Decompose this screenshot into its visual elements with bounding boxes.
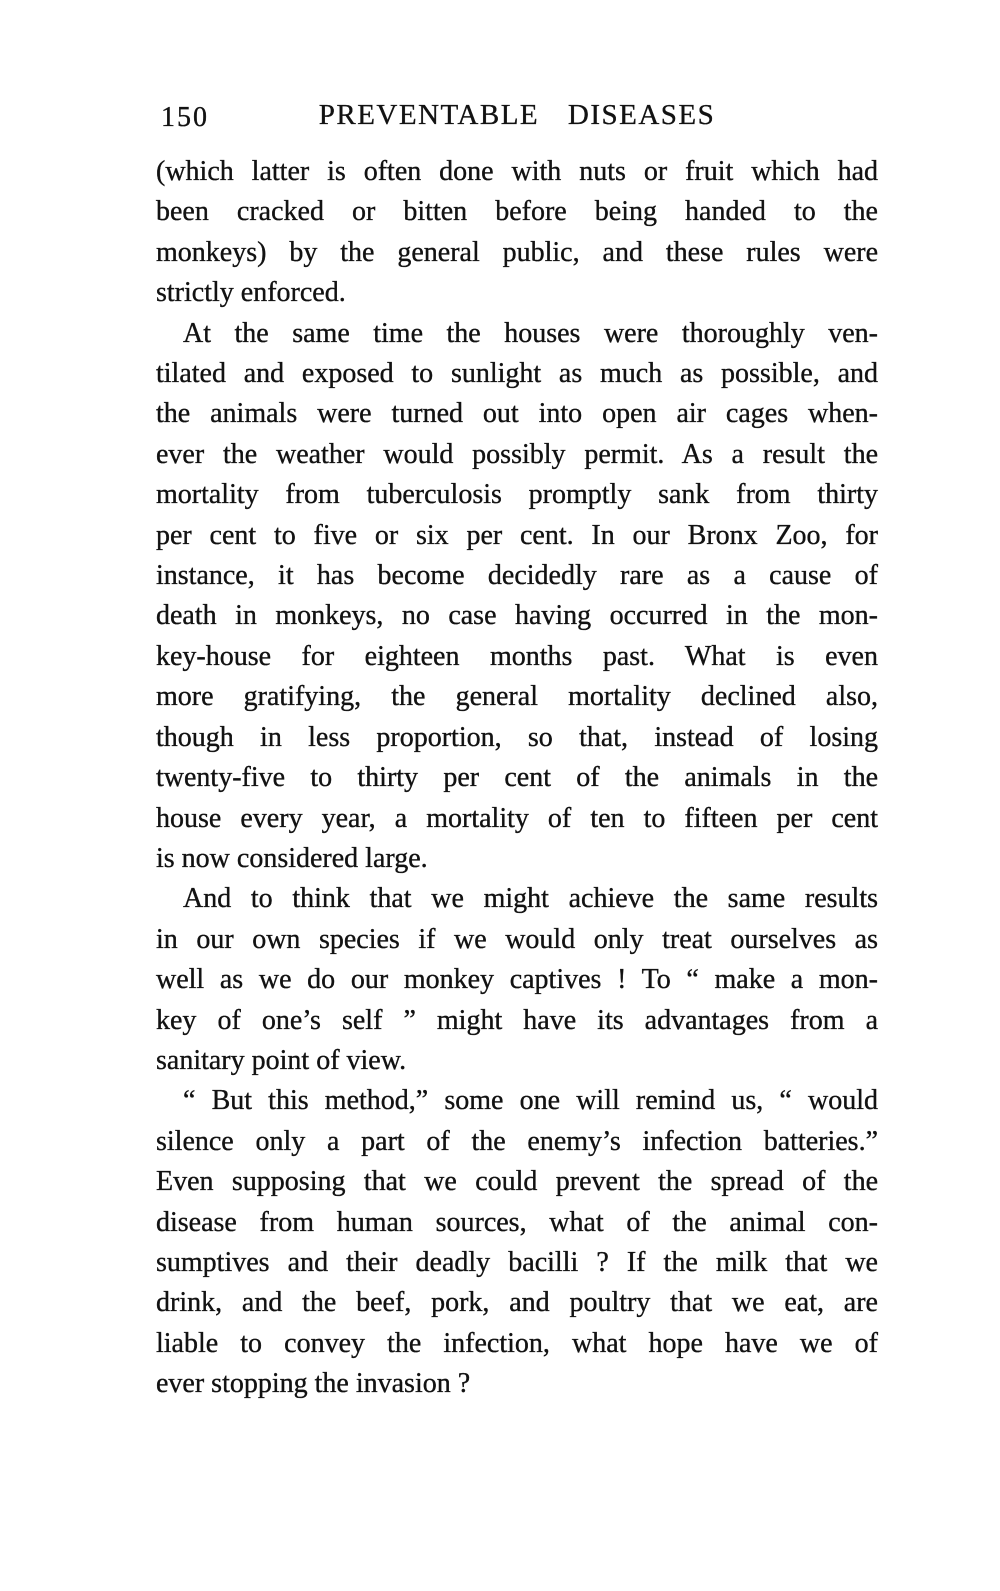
text-line: (which latter is often done with nuts or fruit which had [156,156,878,187]
text-line: tilated and exposed to sunlight as much as possible, and [156,358,878,390]
text-line: though in less proportion, so that, instead of losing [156,721,878,753]
page-body [156,152,878,1405]
text-line: monkeys) by the general public, and these rules were [156,236,878,268]
text-line: well as we do our monkey captives ! To “ make a mon- [156,964,878,996]
paragraph [156,1081,878,1404]
text-line: silence only a part of the enemy’s infection batteries.” [156,1125,878,1157]
text-line: strictly enforced. [156,277,346,309]
page-header [156,99,878,135]
text-line: And to think that we might achieve the same results [183,883,878,915]
text-line: is now considered large. [156,842,428,874]
text-line: ever the weather would possibly permit. As a result the [156,438,878,470]
text-line: more gratifying, the general mortality declined also, [156,681,878,713]
paragraph [156,314,878,880]
text-line: Even supposing that we could prevent the spread of the [156,1166,878,1198]
text-line: sumptives and their deadly bacilli ? If the milk that we [156,1246,878,1278]
text-line: twenty-five to thirty per cent of the animals in the [156,762,878,794]
paragraph [156,152,878,314]
paragraph [156,879,878,1081]
text-line: per cent to five or six per cent. In our Bronx Zoo, for [156,519,878,551]
text-line: ever stopping the invasion ? [156,1368,471,1400]
text-line: “ But this method,” some one will remind us, “ would [183,1085,878,1117]
text-line: been cracked or bitten before being handed to the [156,196,878,228]
text-line: death in monkeys, no case having occurred in the mon- [156,600,878,632]
running-title: PREVENTABLE DISEASES [318,99,716,131]
text-line: liable to convey the infection, what hope have we of [156,1327,878,1359]
text-line: in our own species if we would only treat ourselves as [156,923,878,955]
text-line: mortality from tuberculosis promptly sank from thirty [156,479,878,511]
text-line: disease from human sources, what of the animal con- [156,1206,878,1238]
text-line: instance, it has become decidedly rare as a cause of [156,560,878,592]
text-line: sanitary point of view. [156,1044,407,1076]
text-line: key-house for eighteen months past. What is even [156,640,878,672]
text-line: key of one’s self ” might have its advantages from a [156,1004,878,1036]
page-number: 150 [161,102,209,133]
text-line: house every year, a mortality of ten to fifteen per cent [156,802,878,834]
text-line: drink, and the beef, pork, and poultry that we eat, are [156,1287,878,1319]
text-line: At the same time the houses were thoroughly ven- [183,317,878,349]
text-line: the animals were turned out into open air cages when- [156,398,878,430]
